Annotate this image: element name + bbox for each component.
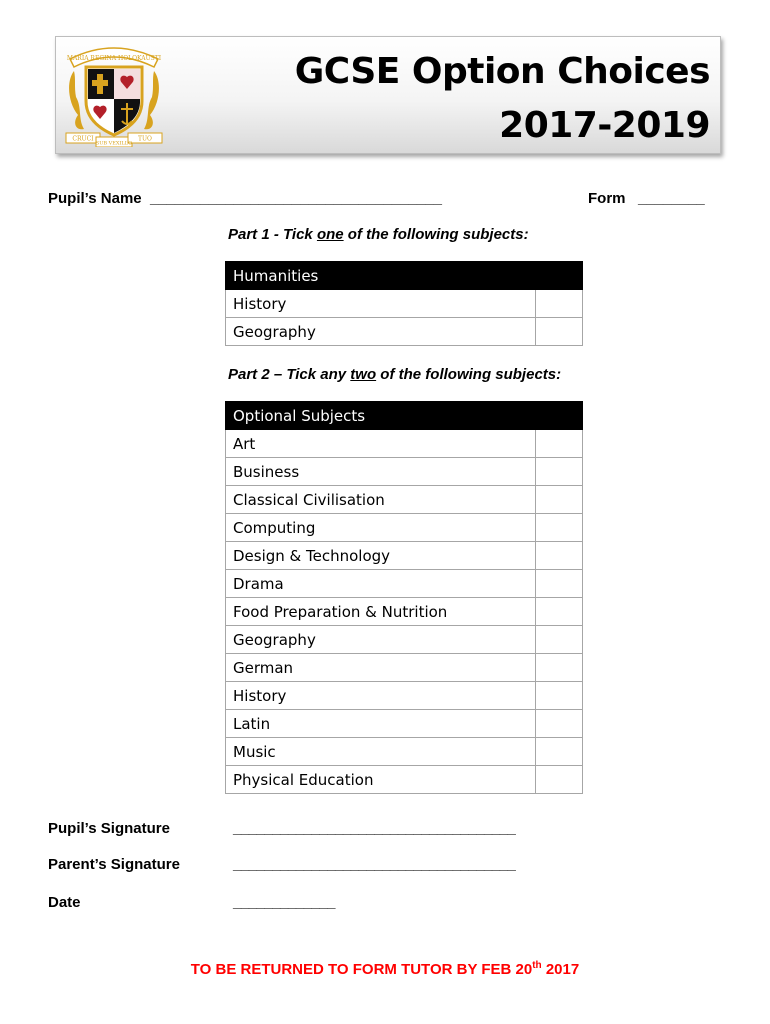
tick-box[interactable]	[536, 542, 583, 570]
tick-box[interactable]	[536, 654, 583, 682]
part2-emphasis: two	[350, 366, 377, 383]
table-row	[226, 626, 583, 654]
subject-label: German	[226, 654, 536, 682]
form-label: Form	[588, 190, 626, 207]
table-row	[226, 514, 583, 542]
subject-label: History	[226, 682, 536, 710]
tick-box[interactable]	[536, 682, 583, 710]
return-deadline-notice: TO BE RETURNED TO FORM TUTOR BY FEB 20th 2017	[190, 960, 580, 978]
tick-box[interactable]	[536, 430, 583, 458]
pupil-name-line[interactable]: ___________________________________	[149, 190, 442, 207]
tick-box[interactable]	[536, 570, 583, 598]
tick-box[interactable]	[536, 626, 583, 654]
humanities-header: Humanities	[226, 262, 536, 290]
header-banner	[55, 36, 721, 154]
table-row	[226, 318, 583, 346]
subject-label: Drama	[226, 570, 536, 598]
school-crest-icon	[64, 41, 164, 147]
subject-label: Art	[226, 430, 536, 458]
table-row	[226, 598, 583, 626]
crest-motto-mid: SUB VEXILLO	[95, 140, 133, 147]
pupil-name-label: Pupil’s Name	[48, 190, 142, 207]
part1-instruction: Part 1 - Tick one of the following subjects:	[228, 226, 529, 243]
title-line-2: 2017-2019	[499, 105, 710, 146]
parent-signature-line[interactable]: ____________________________________	[233, 856, 516, 873]
pupil-name-field[interactable]	[48, 190, 442, 207]
table-row	[226, 430, 583, 458]
tick-box[interactable]	[536, 514, 583, 542]
table-row	[226, 766, 583, 794]
pupil-signature-label: Pupil’s Signature	[48, 820, 170, 837]
form-line[interactable]: ________	[638, 190, 705, 207]
tick-box[interactable]	[536, 486, 583, 514]
optional-subjects-header: Optional Subjects	[226, 402, 536, 430]
title-line-1: GCSE Option Choices	[294, 51, 710, 92]
page-title	[295, 45, 710, 153]
humanities-table	[225, 261, 583, 346]
subject-label: Physical Education	[226, 766, 536, 794]
tick-box[interactable]	[536, 458, 583, 486]
crest-motto-top: MARIA REGINA HOLOKAUSTI	[66, 55, 162, 62]
tick-box[interactable]	[536, 766, 583, 794]
subject-label: History	[226, 290, 536, 318]
form-field[interactable]	[588, 190, 705, 207]
subject-label: Food Preparation & Nutrition	[226, 598, 536, 626]
subject-label: Geography	[226, 318, 536, 346]
tick-header-cell	[536, 402, 583, 430]
subject-label: Geography	[226, 626, 536, 654]
table-row	[226, 570, 583, 598]
tick-box[interactable]	[536, 598, 583, 626]
part2-instruction: Part 2 – Tick any two of the following subjects:	[228, 366, 562, 383]
part1-emphasis: one	[316, 226, 344, 243]
tick-box[interactable]	[536, 290, 583, 318]
table-row	[226, 738, 583, 766]
table-row	[226, 682, 583, 710]
table-row	[226, 290, 583, 318]
subject-label: Music	[226, 738, 536, 766]
date-label: Date	[48, 894, 81, 911]
pupil-signature-line[interactable]: ____________________________________	[233, 820, 516, 837]
crest-motto-left: CRUCI	[72, 135, 94, 143]
date-line[interactable]: _____________	[233, 894, 335, 911]
tick-box[interactable]	[536, 318, 583, 346]
subject-label: Classical Civilisation	[226, 486, 536, 514]
table-row	[226, 654, 583, 682]
table-row	[226, 710, 583, 738]
subject-label: Business	[226, 458, 536, 486]
table-row	[226, 486, 583, 514]
tick-box[interactable]	[536, 738, 583, 766]
parent-signature-label: Parent’s Signature	[48, 856, 180, 873]
optional-subjects-table	[225, 401, 583, 794]
table-row	[226, 542, 583, 570]
tick-box[interactable]	[536, 710, 583, 738]
tick-header-cell	[536, 262, 583, 290]
subject-label: Latin	[226, 710, 536, 738]
subject-label: Design & Technology	[226, 542, 536, 570]
subject-label: Computing	[226, 514, 536, 542]
table-row	[226, 458, 583, 486]
crest-motto-right: TUO	[138, 135, 152, 143]
